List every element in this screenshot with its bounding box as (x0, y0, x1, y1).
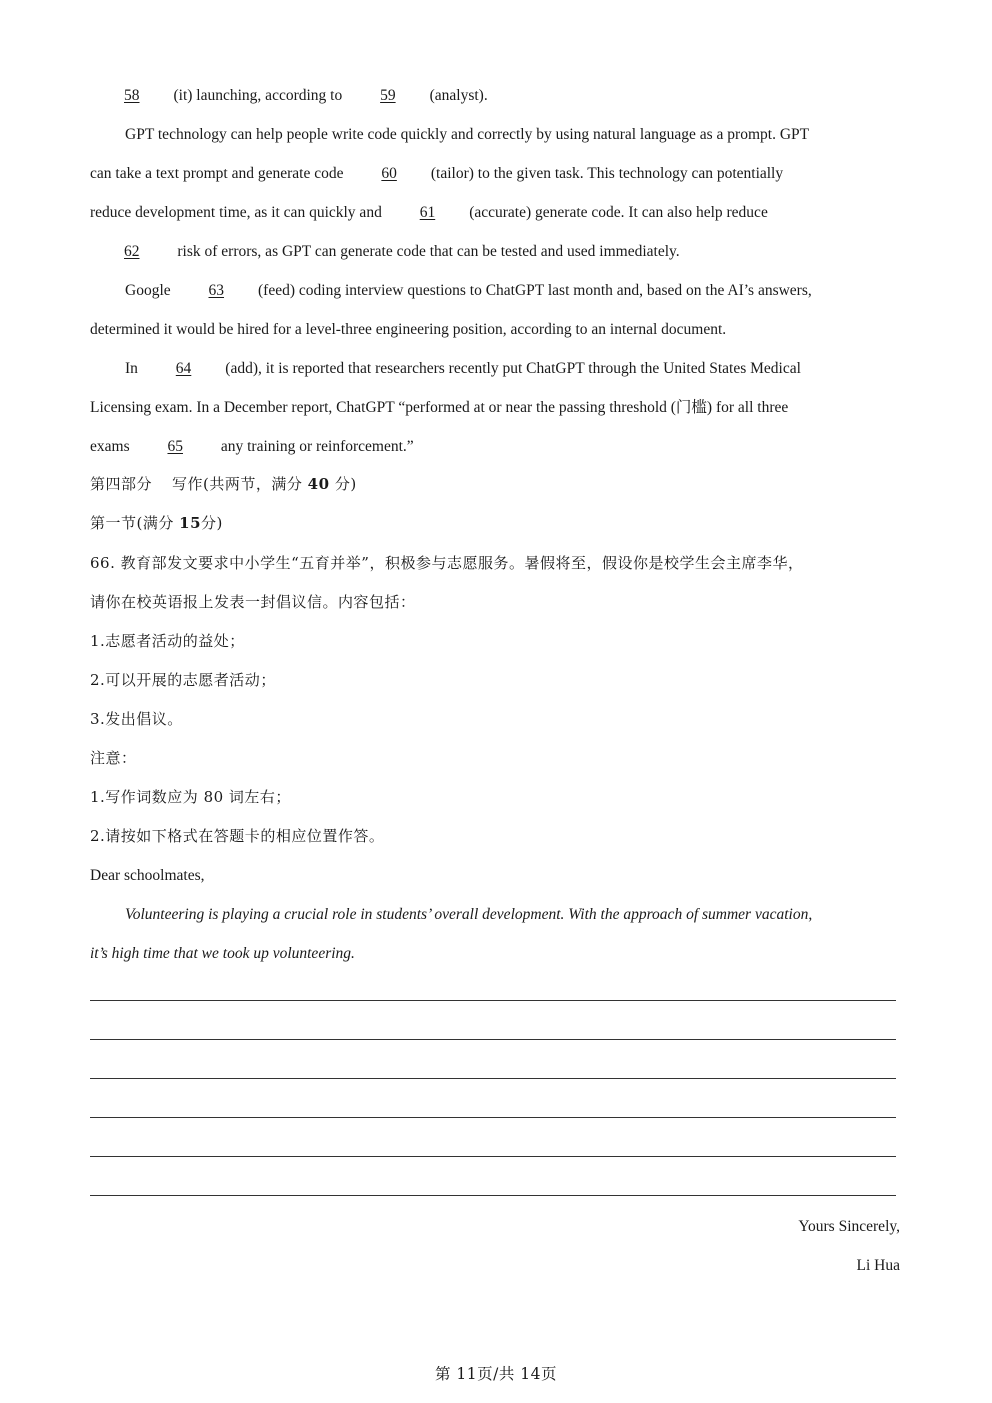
text-span: any training or reinforcement.” (220, 438, 414, 455)
answer-blank: 62 (124, 243, 140, 260)
text-line (90, 242, 902, 262)
text-line (125, 281, 902, 301)
answer-blank: 59 (380, 87, 396, 104)
text-line: determined it would be hired for a level-three engineering position, according to an internal document. (90, 321, 727, 338)
text-line (125, 359, 902, 379)
subsection-score: 15 (179, 514, 202, 532)
subsection-title-end: 分) (201, 514, 223, 532)
section-score: 40 (307, 475, 330, 493)
text-span: Google (125, 282, 171, 299)
text-line (90, 203, 902, 223)
page-footer: 第 11页/共 14页 (434, 1365, 558, 1383)
text-span: In (125, 360, 138, 377)
writing-line[interactable] (90, 1039, 896, 1040)
letter-greeting: Dear schoolmates, (90, 867, 205, 884)
text-line (90, 86, 902, 106)
subsection-title: 第一节(满分 (90, 514, 174, 532)
text-span: (tailor) to the given task. This technology can potentially (430, 165, 784, 182)
answer-blank: 63 (208, 282, 225, 299)
question-prompt: 请你在校英语报上发表一封倡议信。内容包括： (90, 593, 416, 611)
answer-blank: 61 (419, 204, 436, 221)
text-line (90, 437, 902, 457)
writing-line[interactable] (90, 1117, 896, 1118)
letter-closing: Yours Sincerely, (798, 1218, 900, 1235)
list-item: 3.发出倡议。 (90, 710, 183, 728)
section-heading (90, 474, 902, 494)
subsection-heading (90, 513, 902, 533)
answer-blank: 58 (124, 87, 140, 104)
answer-blank: 64 (175, 360, 192, 377)
answer-blank: 60 (381, 165, 397, 182)
writing-line[interactable] (90, 1156, 896, 1157)
list-item: 1.志愿者活动的益处； (90, 632, 245, 650)
text-span: reduce development time, as it can quickly and (90, 204, 382, 221)
list-item: 2.可以开展的志愿者活动； (90, 671, 276, 689)
text-span: (feed) coding interview questions to ChatGPT last month and, based on the AI’s answers, (258, 282, 812, 299)
text-span: (add), it is reported that researchers recently put ChatGPT through the United States Medical (225, 360, 801, 377)
text-span: risk of errors, as GPT can generate code that can be tested and used immediately. (177, 243, 680, 260)
question-prompt: 66. 教育部发文要求中小学生“五育并举”，积极参与志愿服务。暑假将至，假设你是校学生会主席李华， (90, 554, 804, 572)
section-title: 写作(共两节，满分 (172, 475, 303, 493)
text-line: GPT technology can help people write code quickly and correctly by using natural language as a prompt. GPT (125, 126, 810, 143)
letter-signature: Li Hua (856, 1257, 900, 1274)
section-title-end: 分) (334, 475, 357, 493)
text-span: exams (90, 438, 130, 455)
text-line (90, 164, 902, 184)
writing-line[interactable] (90, 1078, 896, 1079)
text-line: Licensing exam. In a December report, ChatGPT “performed at or near the passing threshold (门槛) for all three (90, 399, 789, 416)
text-span: (accurate) generate code. It can also help reduce (469, 204, 768, 221)
list-item: 1.写作词数应为 80 词左右； (90, 788, 291, 806)
letter-intro: it’s high time that we took up volunteering. (90, 945, 355, 962)
hint-text: (it) launching, according to (173, 87, 343, 104)
hint-text: (analyst). (429, 87, 488, 104)
note-label: 注意： (90, 749, 137, 767)
text-span: can take a text prompt and generate code (90, 165, 344, 182)
writing-line[interactable] (90, 1195, 896, 1196)
list-item: 2.请按如下格式在答题卡的相应位置作答。 (90, 827, 385, 845)
writing-line[interactable] (90, 1000, 896, 1001)
answer-blank: 65 (167, 438, 183, 455)
letter-intro: Volunteering is playing a crucial role in students’ overall development. With the approach of summer vacation, (125, 906, 813, 923)
section-number: 第四部分 (90, 475, 153, 493)
